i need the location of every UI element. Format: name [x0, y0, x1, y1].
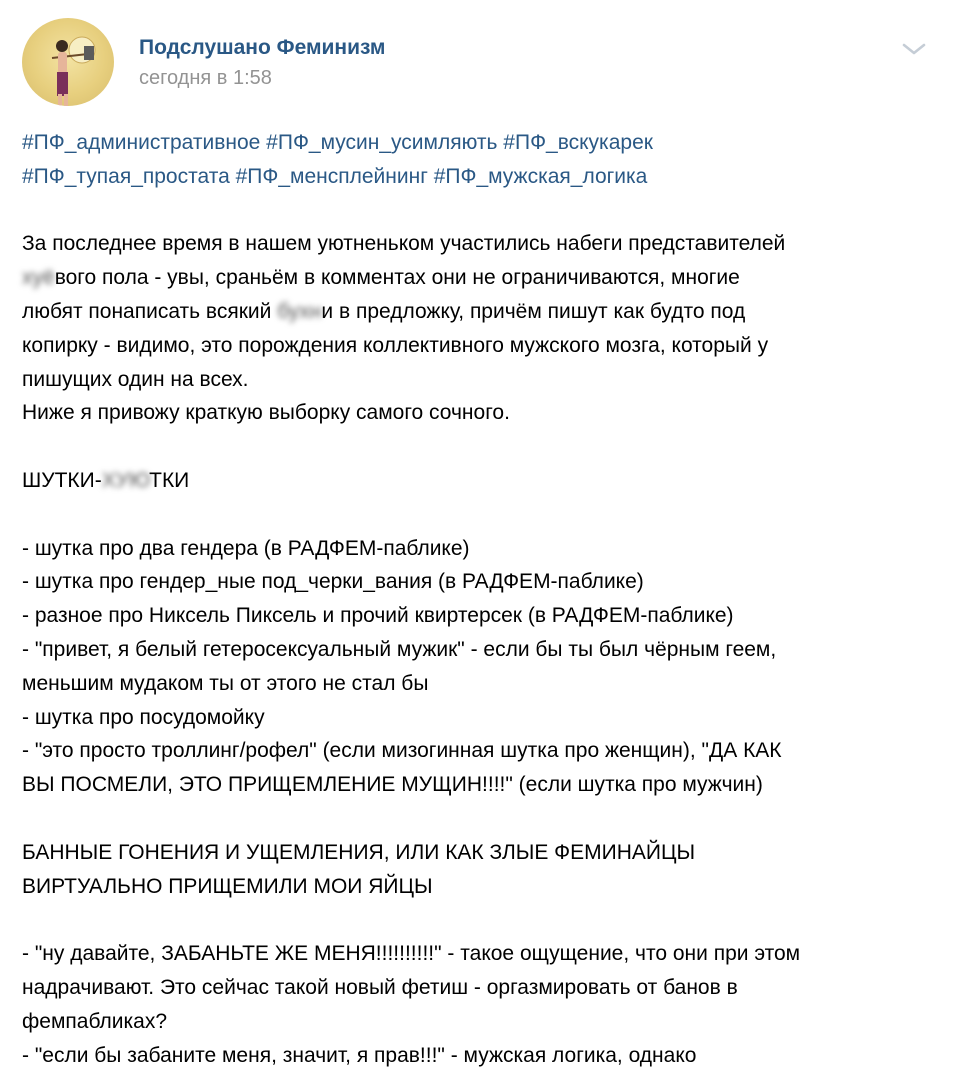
list-item: меньшим мудаком ты от этого не стал бы — [22, 671, 429, 695]
chevron-down-icon[interactable] — [901, 40, 927, 58]
hashtag-link[interactable]: #ПФ_мужская_логика — [433, 164, 648, 188]
post-text-line: пишущих один на всех. — [22, 367, 249, 391]
post-text-line: За последнее время в нашем уютненьком участились набеги представителей — [22, 232, 786, 256]
censored-word: бухн — [277, 299, 322, 323]
hashtag-link[interactable]: #ПФ_административное — [22, 131, 261, 154]
list-item: - "если бы забаните меня, значит, я прав!!!" - мужская логика, однако — [22, 1043, 697, 1067]
post-body — [22, 126, 937, 1072]
post-text-fragment: и в предложку, причём пишут как будто под — [321, 299, 746, 323]
post-text-line — [22, 261, 937, 295]
list-item: ВЫ ПОСМЕЛИ, ЭТО ПРИЩЕМЛЕНИЕ МУЩИН!!!!" (если шутка про мужчин) — [22, 773, 763, 797]
post-header — [22, 18, 937, 108]
list-item: - "ну давайте, ЗАБАНЬТЕ ЖЕ МЕНЯ!!!!!!!!!!" - такое ощущение, что они при этом — [22, 942, 801, 966]
hashtag-link[interactable]: #ПФ_менсплейнинг — [235, 164, 428, 188]
list-item: - шутка про посудомойку — [22, 705, 265, 729]
post-text-fragment: ТКИ — [149, 468, 190, 492]
censored-word: ХУЮ — [101, 468, 150, 492]
list-item: - "привет, я белый гетеросексуальный мужик" - если бы ты был чёрным геем, — [22, 637, 777, 661]
list-item: фемпабликах? — [22, 1009, 168, 1033]
section-heading: БАННЫЕ ГОНЕНИЯ И УЩЕМЛЕНИЯ, ИЛИ КАК ЗЛЫЕ ФЕМИНАЙЦЫ — [22, 840, 696, 864]
post-text-fragment: ШУТКИ- — [22, 468, 102, 492]
section-heading: ВИРТУАЛЬНО ПРИЩЕМИЛИ МОИ ЯЙЦЫ — [22, 874, 433, 898]
hashtag-link[interactable]: #ПФ_мусин_усимляють — [266, 131, 498, 154]
post-text-line: Ниже я привожу краткую выборку самого сочного. — [22, 401, 510, 425]
avatar-illustration — [22, 18, 114, 106]
list-item: - разное про Никсель Пиксель и прочий квиртерсек (в РАДФЕМ-паблике) — [22, 604, 734, 628]
post-text-line — [22, 295, 937, 329]
list-item: - "это просто троллинг/рофел" (если мизогинная шутка про женщин), "ДА КАК — [22, 739, 782, 763]
hashtag-row — [22, 160, 937, 194]
section-heading — [22, 464, 937, 498]
post-text-fragment: вого пола - увы, сраньём в комментах они не ограничиваются, многие — [54, 266, 740, 290]
hashtag-link[interactable]: #ПФ_тупая_простата — [22, 164, 230, 188]
list-item: - шутка про гендер_ные под_черки_вания (в РАДФЕМ-паблике) — [22, 570, 644, 594]
hashtag-link[interactable]: #ПФ_вскукарек — [503, 131, 653, 154]
hashtag-row — [22, 126, 937, 160]
group-avatar[interactable] — [22, 18, 114, 106]
group-name-link[interactable]: Подслушано Феминизм — [139, 36, 386, 59]
censored-word: хуё — [22, 266, 55, 290]
list-item: - шутка про два гендера (в РАДФЕМ-паблике) — [22, 536, 470, 560]
post-text-fragment: любят понаписать всякий — [22, 299, 278, 323]
list-item: надрачивают. Это сейчас такой новый фетиш - оргазмировать от банов в — [22, 975, 738, 999]
post-date[interactable]: сегодня в 1:58 — [139, 67, 272, 89]
post-text-line: копирку - видимо, это порождения коллективного мужского мозга, который у — [22, 333, 769, 357]
